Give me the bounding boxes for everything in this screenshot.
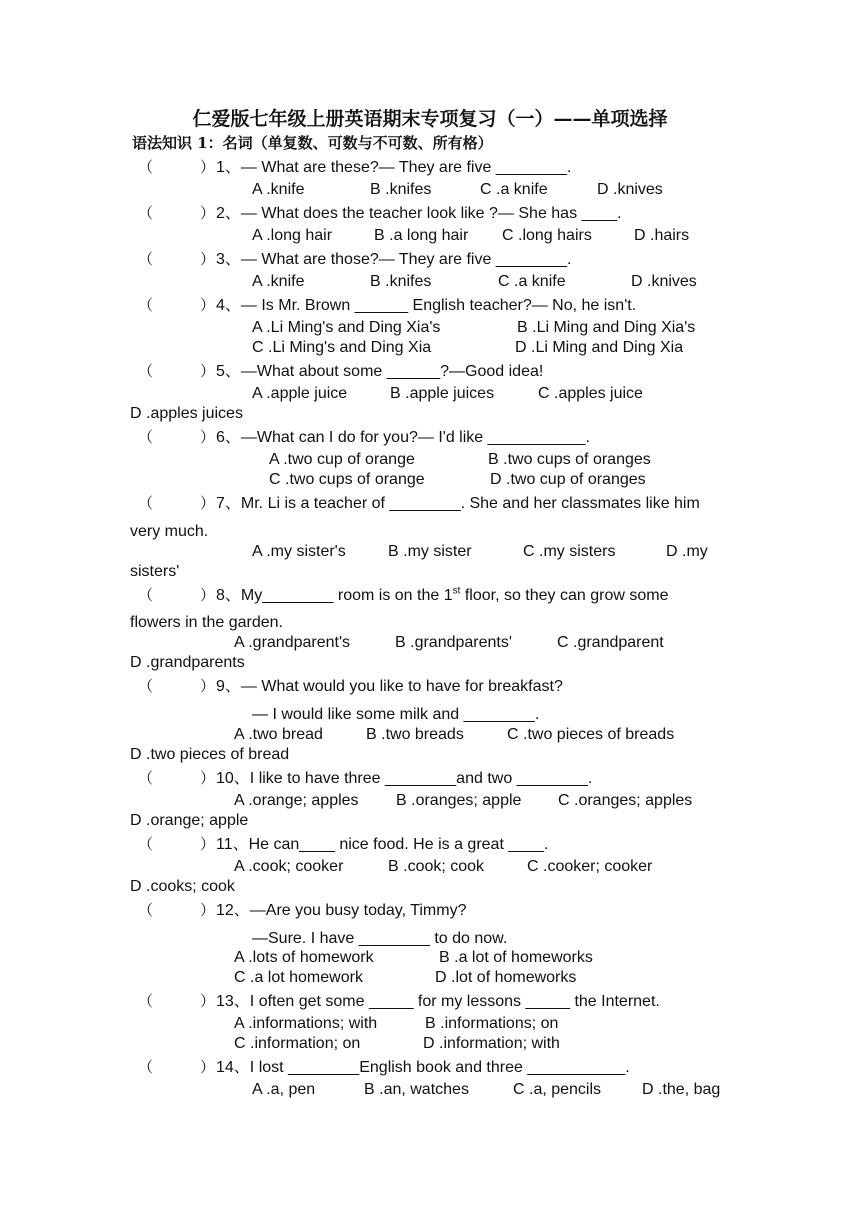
option-a: A .grandparent's [234,634,351,651]
option-d: D .apples juices [130,405,243,422]
option-a: A .a, pen [252,1081,316,1098]
option-c: C .apples juice [538,385,643,402]
question-text: 5、—What about some ______?—Good idea! [216,363,544,380]
answer-blank-open: （ [138,678,154,695]
question-text: 1、— What are these?— They are five ________. [216,159,572,176]
option-b: B .grandparents' [395,634,512,651]
option-a: A .cook; cooker [234,858,344,875]
option-a: A .orange; apples [234,792,359,809]
option-b: B .an, watches [364,1081,469,1098]
option-b: B .knifes [370,273,432,290]
option-d: D .Li Ming and Ding Xia [515,339,684,356]
option-c: C .a knife [480,181,548,198]
option-b: B .knifes [370,181,432,198]
answer-blank-open: （ [138,159,154,176]
option-a: A .lots of homework [234,949,374,966]
option-a: A .long hair [252,227,333,244]
question-text: 14、I lost ________English book and three ___________. [216,1059,630,1076]
answer-blank-close: ） [200,205,216,222]
option-b: B .two cups of oranges [488,451,651,468]
option-a: A .knife [252,181,305,198]
answer-blank-close: ） [200,297,216,314]
option-b: B .two breads [366,726,464,743]
page-title: 仁爱版七年级上册英语期末专项复习（一）——单项选择 [192,108,668,130]
question-text: 6、—What can I do for you?— I'd like ___________. [216,429,590,446]
answer-blank-close: ） [200,770,216,787]
option-a: A .two cup of orange [269,451,415,468]
answer-blank-open: （ [138,251,154,268]
option-d: D .lot of homeworks [435,969,577,986]
question-text: 7、Mr. Li is a teacher of ________. She and her classmates like him [216,495,700,512]
option-b: B .a lot of homeworks [439,949,593,966]
option-c: C .a knife [498,273,566,290]
answer-blank-open: （ [138,297,154,314]
answer-blank-open: （ [138,993,154,1010]
option-d-continued: sisters' [130,563,180,580]
question-text: 13、I often get some _____ for my lessons _____ the Internet. [216,993,660,1010]
question-text-part1: 8、My________ room is on the 1 [216,587,453,604]
answer-blank-close: ） [200,363,216,380]
option-d: D .knives [631,273,697,290]
answer-blank-close: ） [200,495,216,512]
question-text-part2: floor, so they can grow some [460,587,669,604]
answer-blank-close: ） [200,993,216,1010]
answer-blank-open: （ [138,587,154,604]
question-text: 9、— What would you like to have for breakfast? [216,678,563,695]
answer-blank-open: （ [138,1059,154,1076]
option-c: C .two pieces of breads [507,726,675,743]
option-a: A .two bread [234,726,323,743]
question-text: 10、I like to have three ________and two ________. [216,770,593,787]
answer-blank-open: （ [138,902,154,919]
option-c: C .Li Ming's and Ding Xia [252,339,432,356]
answer-blank-close: ） [200,251,216,268]
ordinal-suffix: st [452,585,461,597]
option-c: C .long hairs [502,227,592,244]
option-a: A .informations; with [234,1015,378,1032]
option-b: B .my sister [388,543,472,560]
question-text: 11、He can____ nice food. He is a great ____. [216,836,549,853]
answer-blank-close: ） [200,1059,216,1076]
answer-blank-open: （ [138,205,154,222]
option-c: C .information; on [234,1035,361,1052]
option-b: B .apple juices [390,385,495,402]
option-a: A .knife [252,273,305,290]
answer-blank-open: （ [138,770,154,787]
answer-blank-open: （ [138,495,154,512]
option-d: D .information; with [423,1035,560,1052]
option-c: C .two cups of orange [269,471,425,488]
answer-blank-close: ） [200,587,216,604]
option-d: D .grandparents [130,654,245,671]
question-text-continued: flowers in the garden. [130,614,283,631]
question-text: 2、— What does the teacher look like ?— She has ____. [216,205,622,222]
answer-blank-close: ） [200,159,216,176]
answer-blank-close: ） [200,678,216,695]
option-c: C .grandparent [557,634,664,651]
option-c: C .a lot homework [234,969,363,986]
option-d: D .the, bag [642,1081,721,1098]
answer-blank-close: ） [200,836,216,853]
question-text: 12、—Are you busy today, Timmy? [216,902,467,919]
option-c: C .a, pencils [513,1081,602,1098]
option-a: A .my sister's [252,543,346,560]
answer-blank-open: （ [138,836,154,853]
option-c: C .oranges; apples [558,792,693,809]
option-d: D .knives [597,181,663,198]
option-b: B .Li Ming and Ding Xia's [517,319,696,336]
question-text: 4、— Is Mr. Brown ______ English teacher?— No, he isn't. [216,297,637,314]
answer-blank-open: （ [138,429,154,446]
question-text-continued: — I would like some milk and ________. [252,706,540,723]
option-a: A .apple juice [252,385,348,402]
option-d: D .two cup of oranges [490,471,646,488]
option-b: B .oranges; apple [396,792,522,809]
answer-blank-close: ） [200,429,216,446]
question-text-continued: —Sure. I have ________ to do now. [252,930,508,947]
option-a: A .Li Ming's and Ding Xia's [252,319,441,336]
option-b: B .informations; on [425,1015,559,1032]
question-text [216,586,668,606]
option-d: D .orange; apple [130,812,249,829]
question-text-continued: very much. [130,523,209,540]
option-d: D .two pieces of bread [130,746,290,763]
option-d: D .cooks; cook [130,878,235,895]
option-d: D .hairs [634,227,690,244]
answer-blank-close: ） [200,902,216,919]
option-c: C .my sisters [523,543,616,560]
answer-blank-open: （ [138,363,154,380]
option-d: D .my [666,543,708,560]
section-heading: 语法知识 1：名词（单复数、可数与不可数、所有格） [132,134,493,152]
question-text: 3、— What are those?— They are five ________. [216,251,572,268]
option-b: B .cook; cook [388,858,485,875]
option-c: C .cooker; cooker [527,858,653,875]
option-b: B .a long hair [374,227,469,244]
